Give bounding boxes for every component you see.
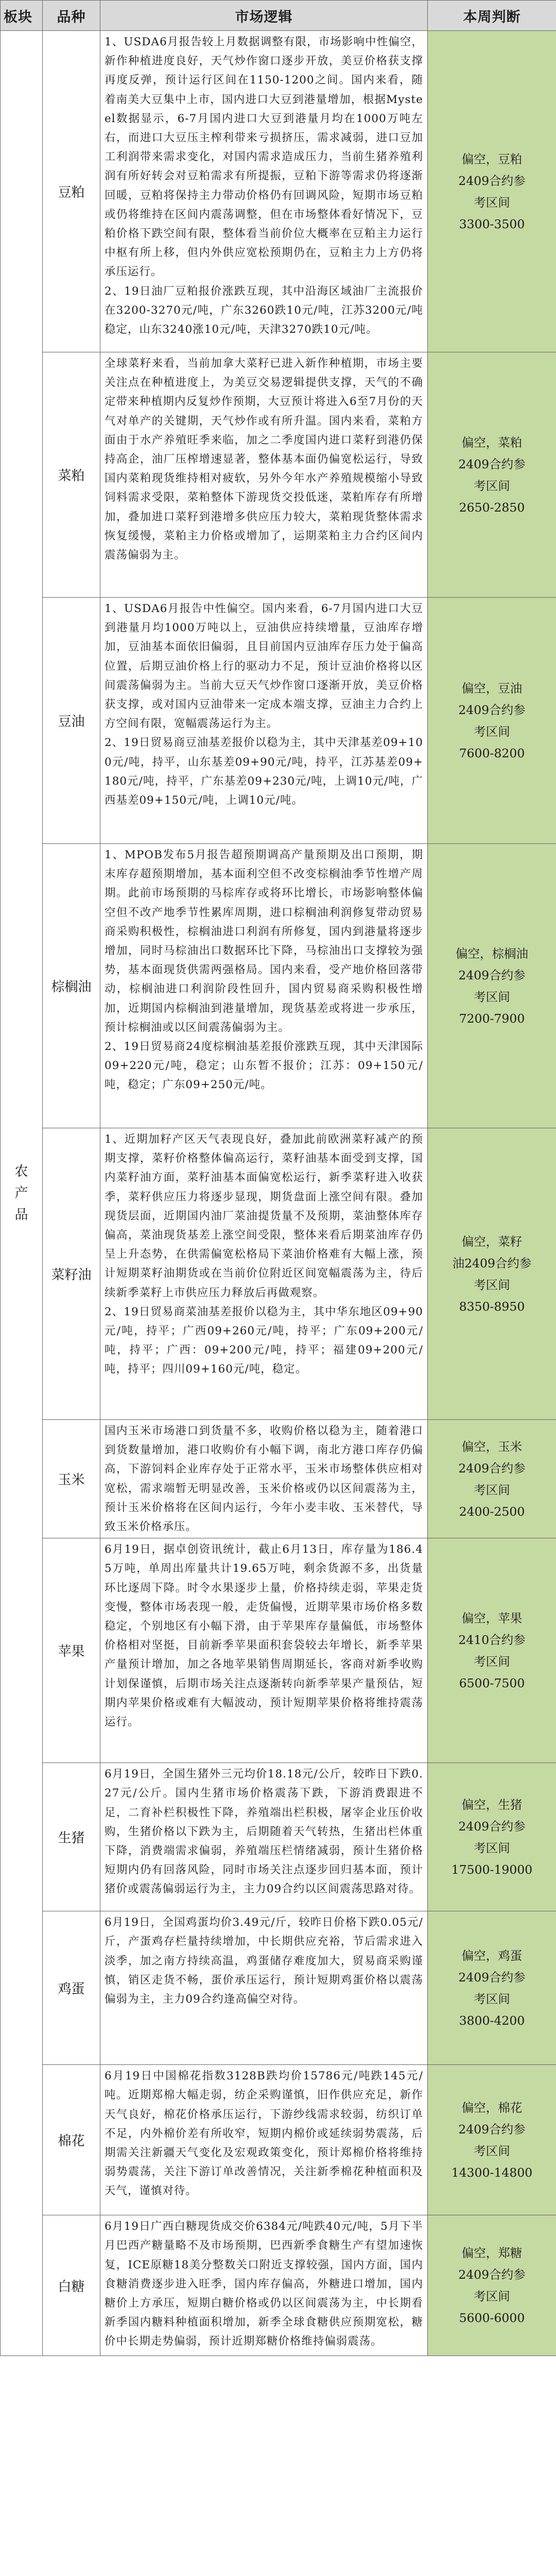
table-row bbox=[1, 1763, 556, 1911]
market-logic-cell bbox=[100, 1911, 428, 2065]
logic-paragraph: 2、19日贸易商豆油基差报价以稳为主，其中天津基差09+100元/吨，持平，山东基差09+90元/吨，持平，江苏基差09+180元/吨，持平，广东基差09+230元/吨，上调10元/吨，广西基差09+150元/吨，上调10元/吨。 bbox=[105, 736, 423, 807]
table-row bbox=[1, 352, 556, 598]
market-logic-cell bbox=[100, 352, 428, 598]
market-logic-cell bbox=[100, 844, 428, 1128]
header-variety: 品种 bbox=[43, 1, 100, 31]
logic-paragraph: 6月19日广西白糖现货成交价6384元/吨跌40元/吨，5月下半月巴西产糖量略不及市场预期，巴西新季食糖生产有望加速恢复，ICE原糖18美分整数关口附近支撑较强，国内方面，国内食糖消费逐步进入旺季，国内库存偏高，外糖进口增加，国内糖价上方承压，短期白糖价格或仍以区间震荡为主，中长期看新季国内糖料种植面积增加，新季全球食糖供应预期宽松，糖价中长期走势偏弱，预计近期郑糖价格维持偏弱震荡。 bbox=[105, 2220, 423, 2348]
table-row bbox=[1, 1538, 556, 1763]
variety-name: 棕榈油 bbox=[43, 844, 100, 1128]
logic-paragraph: 1、USDA6月报告中性偏空。国内来看，6-7月国内进口大豆到港量月均1000万吨以上，豆油供应持续增量，豆油库存增加，豆油基本面依旧偏弱，且目前国内豆油库存压力处于偏高位置，后期豆油价格上行的驱动力不足，预计豆油价格将以区间震荡偏弱为主。当前大豆天气炒作窗口逐渐开放，美豆价格获支撑，或对国内豆油带来一定成本端支撑，豆油主力合约上方空间有限，宽幅震荡运行为主。 bbox=[105, 602, 423, 731]
verdict-line: 8350-8950 bbox=[459, 1299, 525, 1314]
verdict-line: 偏空，棉花 bbox=[461, 2100, 523, 2115]
verdict-line: 3300-3500 bbox=[459, 216, 525, 231]
weekly-verdict-cell bbox=[428, 2065, 556, 2215]
table-row bbox=[1, 1911, 556, 2065]
header-logic: 市场逻辑 bbox=[100, 1, 428, 31]
verdict-line: 考区间 bbox=[474, 2143, 510, 2158]
verdict-line: 2409合约参 bbox=[458, 1461, 526, 1476]
variety-name: 豆粕 bbox=[43, 31, 100, 352]
market-logic-cell bbox=[100, 1763, 428, 1911]
weekly-verdict-cell bbox=[428, 598, 556, 844]
verdict-line: 17500-19000 bbox=[451, 1862, 533, 1877]
sector-label: 农产品 bbox=[14, 1164, 28, 1223]
verdict-line: 2409合约参 bbox=[458, 1970, 526, 1985]
verdict-line: 考区间 bbox=[474, 1654, 510, 1669]
variety-name: 菜籽油 bbox=[43, 1128, 100, 1420]
verdict-line: 2650-2850 bbox=[459, 500, 525, 515]
verdict-line: 偏空，菜籽 bbox=[461, 1234, 523, 1249]
verdict-line: 考区间 bbox=[474, 2289, 510, 2304]
verdict-line: 7200-7900 bbox=[459, 1011, 525, 1026]
market-logic-cell bbox=[100, 2065, 428, 2215]
verdict-line: 偏空，棕榈油 bbox=[456, 946, 528, 961]
verdict-line: 6500-7500 bbox=[459, 1675, 525, 1690]
header-sector: 板块 bbox=[1, 1, 43, 31]
verdict-line: 3800-4200 bbox=[459, 2013, 525, 2028]
logic-paragraph: 6月19日，据卓创资讯统计，截止6月13日，库存量为186.45万吨，单周出库量共计19.65万吨，剩余货源不多，出货量环比逐周下降。时令水果逐步上量，价格持续走弱，苹果走货变慢，整体市场表现一般，走货偏慢，近期苹果市场价格多数稳定，个别地区有小幅下滑，由于苹果库存量偏低，市场整体价格相对坚挺，目前新季苹果面积套袋较去年增长，新季苹果产量预计增加，加之各地苹果销售周期延长，客商对新季收购计划保谨慎，后期市场关注点逐渐转向新季苹果产量预估，短期内苹果价格或难有大幅波动，预计短期苹果价格将维持震荡运行。 bbox=[105, 1543, 423, 1729]
table-row bbox=[1, 2065, 556, 2215]
weekly-verdict-cell bbox=[428, 31, 556, 352]
verdict-line: 考区间 bbox=[474, 989, 510, 1004]
verdict-line: 偏空，苹果 bbox=[461, 1611, 523, 1625]
logic-paragraph: 2、19日油厂豆粕报价涨跌互现，其中沿海区域油厂主流报价在3200-3270元/吨，广东3260跌10元/吨，江苏3200元/吨稳定，山东3240涨10元/吨，天津3270跌10元/吨。 bbox=[105, 284, 423, 336]
weekly-verdict-cell bbox=[428, 352, 556, 598]
verdict-line: 油2409合约参 bbox=[452, 1256, 532, 1270]
weekly-verdict-cell bbox=[428, 844, 556, 1128]
variety-name: 苹果 bbox=[43, 1538, 100, 1763]
verdict-line: 2409合约参 bbox=[458, 173, 526, 188]
verdict-line: 5600-6000 bbox=[459, 2311, 525, 2326]
sector-cell bbox=[1, 31, 43, 2356]
weekly-verdict-cell bbox=[428, 1538, 556, 1763]
verdict-line: 偏空，菜粕 bbox=[461, 435, 523, 450]
verdict-line: 考区间 bbox=[474, 1482, 510, 1497]
logic-paragraph: 6月19日，全国生猪外三元均价18.18元/公斤，较昨日下跌0.27元/公斤。国内生猪市场价格震荡下跌，下游消费跟进不足，二育补栏积极性下降，养殖端出栏积极，屠宰企业压价收购，生猪价格以下跌为主，后期随着天气转热，生猪出栏体重下降，消费端需求偏弱，养殖端压栏情绪减弱，预计生猪价格短期内仍有回落风险，同时市场关注点逐步回归基本面，预计猪价或震荡偏弱运行为主，主力09合约以区间震荡思路对待。 bbox=[105, 1768, 423, 1896]
logic-paragraph: 全球菜籽来看，当前加拿大菜籽已进入新作种植期，市场主要关注点在种植进度上，为美豆交易逻辑提供支撑，天气的不确定带来种植期内反复炒作预期，大豆预计将进入6至7月份的天气对单产的关键期，天气炒作或有所升温。国内来看，菜粕方面由于水产养殖旺季来临，加之二季度国内进口菜籽到港仍保持高企，油厂压榨增速显著，整体基本面仍偏宽松运行，导致国内菜粕现货维持相对疲软，另外今年水产养殖规模缩小导致饲料需求受限，菜粕整体下游现货交投低迷，菜粕库存有所增加，叠加进口菜籽到港增多供应压力较大，菜粕现货整体需求恢复缓慢，菜粕主力价格或增加了，运期菜粕主力合约区间内震荡偏弱为主。 bbox=[105, 357, 423, 562]
logic-paragraph: 2、19日贸易商24度棕榈油基差报价涨跌互现，其中天津国际09+220元/吨，稳定；山东暂不报价；江苏：09+150元/吨，稳定；广东09+250元/吨。 bbox=[105, 1040, 423, 1092]
table-row bbox=[1, 598, 556, 844]
table-row bbox=[1, 844, 556, 1128]
table-row bbox=[1, 1420, 556, 1538]
verdict-line: 考区间 bbox=[474, 1840, 510, 1855]
logic-paragraph: 1、USDA6月报告较上月数据调整有限，市场影响中性偏空，新作种植进度良好，天气炒作窗口逐步开放，美豆价格获支撑再度反弹，预计运行区间在1150-1200之间。国内来看，随着南美大豆集中上市，国内进口大豆到港量增加，根据Mysteel数据显示，6-7月国内进口大豆到港量月均在1000万吨左右，而进口大豆压主榨利带来亏损挤压，需求减弱，进口豆加工利润带来需求变化，对国内需求造成压力，当前生猪养殖利润有所好转会对豆粕需求有所提振，豆粕下游等需求仍将逐渐回暖，豆粕将保持主力带动价格仍有回调风险，短期市场豆粕或仍将维持在区间内震荡调整，但在市场整体看好情况下，豆粕价格下跌空间有限，整体看当前价位大概率在豆粕主力运行中枢有所上移，但内外供应宽松预期仍在，豆粕主力上方仍将承压运行。 bbox=[105, 36, 423, 279]
verdict-line: 2409合约参 bbox=[458, 2267, 526, 2282]
verdict-line: 考区间 bbox=[474, 1991, 510, 2006]
variety-name: 菜粕 bbox=[43, 352, 100, 598]
header-verdict: 本周判断 bbox=[428, 1, 556, 31]
verdict-line: 偏空，豆粕 bbox=[461, 151, 523, 166]
verdict-line: 7600-8200 bbox=[459, 745, 525, 760]
logic-paragraph: 6月19日，全国鸡蛋均价3.49元/斤，较昨日价格下跌0.05元/斤，产蛋鸡存栏量持续增加，中长期供应充裕，节后需求进入淡季，加之南方持续高温，鸡蛋储存难度加大，贸易商采购谨慎，销区走货不畅，蛋价承压运行，预计短期鸡蛋价格以震荡偏弱为主，主力09合约逢高偏空对待。 bbox=[105, 1916, 423, 2006]
market-logic-cell bbox=[100, 1538, 428, 1763]
logic-paragraph: 国内玉米市场港口到货量不多，收购价格以稳为主，随着港口到货数量增加，港口收购价有小幅下调，南北方港口库存仍偏高，下游饲料企业库存处于正常水平，玉米市场整体供应相对宽松，需求端暂无明显改善，玉米价格或仍以区间震荡为主，预计玉米价格将在区间内运行，今年小麦丰收、玉米替代，导致玉米价格承压。 bbox=[105, 1425, 423, 1534]
verdict-line: 偏空，郑糖 bbox=[461, 2246, 523, 2261]
verdict-line: 偏空，豆油 bbox=[461, 681, 523, 696]
table-row bbox=[1, 31, 556, 352]
verdict-line: 考区间 bbox=[474, 724, 510, 739]
verdict-line: 考区间 bbox=[474, 478, 510, 493]
weekly-verdict-cell bbox=[428, 1763, 556, 1911]
header-row bbox=[1, 1, 556, 31]
verdict-line: 2409合约参 bbox=[458, 456, 526, 471]
verdict-line: 14300-14800 bbox=[451, 2165, 533, 2180]
variety-name: 豆油 bbox=[43, 598, 100, 844]
verdict-line: 2400-2500 bbox=[459, 1504, 525, 1519]
market-logic-cell bbox=[100, 31, 428, 352]
weekly-verdict-cell bbox=[428, 2215, 556, 2356]
verdict-line: 2410合约参 bbox=[458, 1632, 526, 1647]
weekly-verdict-cell bbox=[428, 1420, 556, 1538]
variety-name: 白糖 bbox=[43, 2215, 100, 2356]
market-logic-cell bbox=[100, 2215, 428, 2356]
variety-name: 生猪 bbox=[43, 1763, 100, 1911]
logic-paragraph: 2、19日贸易商菜油基差报价以稳为主，其中华东地区09+90元/吨，持平；广西09+260元/吨，持平；广东09+200元/吨，持平；广西：09+200元/吨，持平；福建09+200元/吨，持平；四川09+160元/吨，稳定。 bbox=[105, 1305, 423, 1376]
logic-paragraph: 6月19日中国棉花指数3128B跌均价15786元/吨跌145元/吨。近期郑棉大幅走弱，纺企采购谨慎，旧作供应充足，新作天气良好，棉花价格承压运行，下游纱线需求较弱，纺织订单不足，内外棉价差有所收窄，短期内棉价或延续弱势震荡，后期需关注新疆天气变化及宏观政策变化，预计郑棉价格将维持弱势震荡，关注下游订单改善情况，关注新季棉花种植面积及天气，谨慎对待。 bbox=[105, 2070, 423, 2198]
verdict-line: 考区间 bbox=[474, 195, 510, 210]
verdict-line: 2409合约参 bbox=[458, 968, 526, 982]
verdict-line: 偏空，玉米 bbox=[461, 1439, 523, 1454]
verdict-line: 偏空，生猪 bbox=[461, 1797, 523, 1812]
market-logic-cell bbox=[100, 598, 428, 844]
verdict-line: 2409合约参 bbox=[458, 1819, 526, 1834]
variety-name: 鸡蛋 bbox=[43, 1911, 100, 2065]
verdict-line: 2409合约参 bbox=[458, 2122, 526, 2137]
logic-paragraph: 1、MPOB发布5月报告超预期调高产量预期及出口预期，期末库存超预期增加，基本面利空但不改变棕榈油季节性增产周期。此前市场预期的马棕库存或将环比增长，市场影响整体偏空但不改产地季节性累库周期，进口棕榈油利润修复带动贸易商采购积极性，棕榈油进口利润有所修复，国内到港量将逐步增加，同时马棕油出口数据环比下降，马棕油出口支撑较为强势，基本面现货供需两强格局。国内来看，受产地价格回落带动，棕榈油进口利润阶段性回升，国内贸易商采购积极性增加，近期国内棕榈油到港量增加，现货基差或将进一步承压，预计棕榈油或以区间震荡偏弱为主。 bbox=[105, 849, 423, 1034]
verdict-line: 偏空，鸡蛋 bbox=[461, 1948, 523, 1963]
table-row bbox=[1, 1128, 556, 1420]
market-logic-cell bbox=[100, 1128, 428, 1420]
variety-name: 棉花 bbox=[43, 2065, 100, 2215]
variety-name: 玉米 bbox=[43, 1420, 100, 1538]
table-row bbox=[1, 2215, 556, 2356]
verdict-line: 考区间 bbox=[474, 1277, 510, 1292]
market-logic-cell bbox=[100, 1420, 428, 1538]
weekly-verdict-cell bbox=[428, 1911, 556, 2065]
weekly-verdict-cell bbox=[428, 1128, 556, 1420]
logic-paragraph: 1、近期加籽产区天气表现良好，叠加此前欧洲菜籽减产的预期支撑，菜籽价格整体偏高运行，菜籽油基本面受到支撑，国内菜籽油方面，菜籽油基本面偏宽松运行，新季菜籽进入收获季，菜籽供应压力将逐步显现，期货盘面上涨空间有限。叠加现货层面，近期国内油厂菜油提货量不及预期，菜油整体库存偏高，菜油现货基差上涨空间受限，整体来看后期菜油库存仍呈上升态势，在供需偏宽松格局下菜油价格难有大幅上涨，预计短期菜籽油期货或在当前价位附近区间宽幅震荡为主，待后续新季菜籽上市供应压力释放后再做观察。 bbox=[105, 1133, 423, 1299]
verdict-line: 2409合约参 bbox=[458, 702, 526, 717]
